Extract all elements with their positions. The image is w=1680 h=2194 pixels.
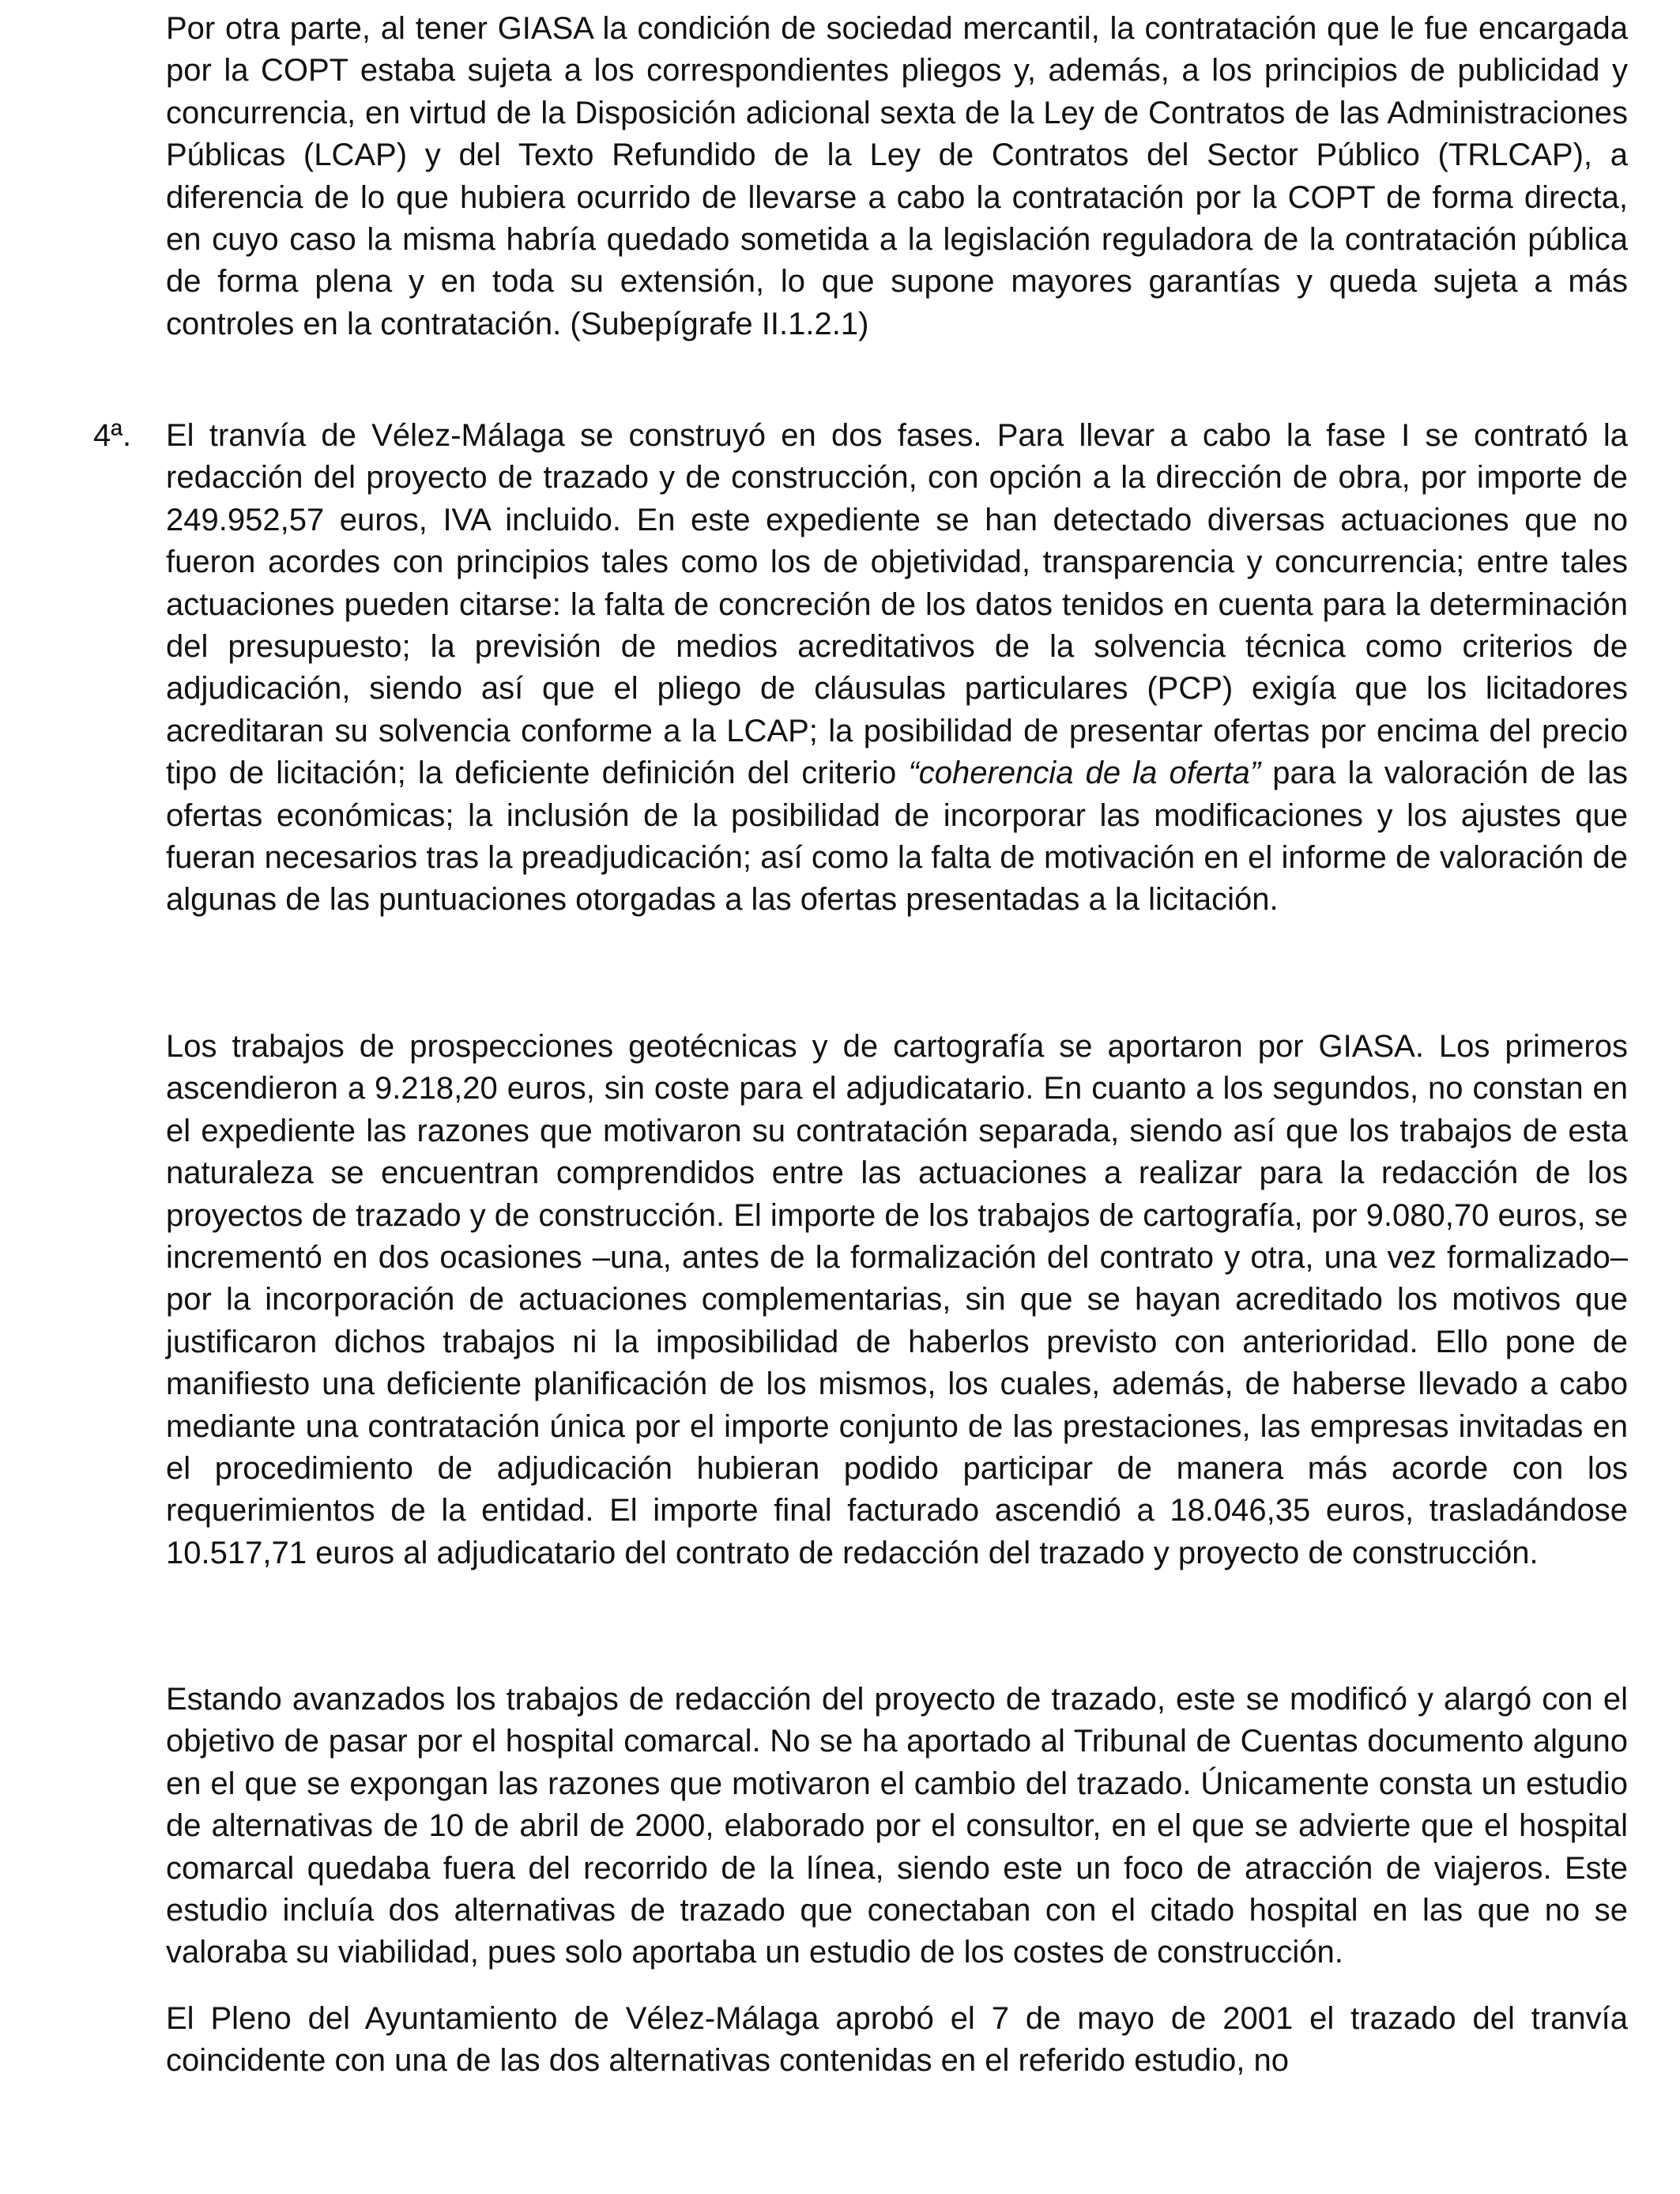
paragraph-text: Los trabajos de prospecciones geotécnicas y de cartografía se aportaron por GIASA. Los primeros ascendieron a 9.218,20 euros, sin coste para el adjudicatario. En cuanto a los segundos, no constan en el expediente las razones que motivaron su contratación separada, siendo así que los trabajos de esta naturaleza se encuentran comprendidos entre las actuaciones a realizar para la redacción de los proyectos de trazado y de construcción. El importe de los trabajos de cartografía, por 9.080,70 euros, se incrementó en dos ocasiones –una, antes de la formalización del contrato y otra, una vez formalizado– por la incorporación de actuaciones complementarias, sin que se hayan acreditado los motivos que justificaron dichos trabajos ni la imposibilidad de haberlos previsto con anterioridad. Ello pone de manifiesto una deficiente planificación de los mismos, los cuales, además, de haberse llevado a cabo mediante una contratación única por el importe conjunto de las prestaciones, las empresas invitadas en el procedimiento de adjudicación hubieran podido participar de manera más acorde con los requerimientos de la entidad. El importe final facturado ascendió a 18.046,35 euros, trasladándose 10.517,71 euros al adjudicatario del contrato de redacción del trazado y proyecto de construcción. bbox=[166, 1029, 1628, 1570]
paragraph-text: El Pleno del Ayuntamiento de Vélez-Málaga aprobó el 7 de mayo de 2001 el trazado del tranvía coincidente con una de las dos alternativas contenidas en el referido estudio, no bbox=[166, 2001, 1628, 2079]
paragraph-prospecciones-cartografia bbox=[166, 1026, 1628, 1574]
italic-quote: “coherencia de la oferta” bbox=[908, 756, 1261, 791]
conclusion-number: 4ª. bbox=[93, 418, 132, 453]
paragraph-text bbox=[166, 415, 1628, 922]
paragraph-tranvia-fase-i bbox=[166, 415, 1628, 922]
paragraph-pleno-ayuntamiento bbox=[166, 1998, 1628, 2083]
paragraph-text-part: El tranvía de Vélez-Málaga se construyó en dos fases. Para llevar a cabo la fase I se contrató la redacción del proyecto de trazado y de construcción, con opción a la dirección de obra, por importe de 249.952,57 euros, IVA incluido. En este expediente se han detectado diversas actuaciones que no fueron acordes con principios tales como los de objetividad, transparencia y concurrencia; entre tales actuaciones pueden citarse: la falta de concreción de los datos tenidos en cuenta para la determinación del presupuesto; la previsión de medios acreditativos de la solvencia técnica como criterios de adjudicación, siendo así que el pliego de cláusulas particulares (PCP) exigía que los licitadores acreditaran su solvencia conforme a la LCAP; la posibilidad de presentar ofertas por encima del precio tipo de licitación; la deficiente definición del criterio bbox=[166, 418, 1628, 791]
paragraph-text-part: para la valoración de las ofertas económicas; la inclusión de la posibilidad de incorporar las modificaciones y los ajustes que fueran necesarios tras la preadjudicación; así como la falta de motivación en el informe de valoración de algunas de las puntuaciones otorgadas a las ofertas presentadas a la licitación. bbox=[166, 756, 1628, 918]
paragraph-giasa-contratacion bbox=[166, 8, 1628, 345]
paragraph-text: Por otra parte, al tener GIASA la condición de sociedad mercantil, la contratación que le fue encargada por la COPT estaba sujeta a los correspondientes pliegos y, además, a los principios de publicidad y concurrencia, en virtud de la Disposición adicional sexta de la Ley de Contratos de las Administraciones Públicas (LCAP) y del Texto Refundido de la Ley de Contratos del Sector Público (TRLCAP), a diferencia de lo que hubiera ocurrido de llevarse a cabo la contratación por la COPT de forma directa, en cuyo caso la misma habría quedado sometida a la legislación reguladora de la contratación pública de forma plena y en toda su extensión, lo que supone mayores garantías y queda sujeta a más controles en la contratación. (Subepígrafe II.1.2.1) bbox=[166, 11, 1628, 341]
paragraph-modificacion-trazado bbox=[166, 1679, 1628, 1974]
paragraph-text: Estando avanzados los trabajos de redacción del proyecto de trazado, este se modificó y alargó con el objetivo de pasar por el hospital comarcal. No se ha aportado al Tribunal de Cuentas documento alguno en el que se expongan las razones que motivaron el cambio del trazado. Únicamente consta un estudio de alternativas de 10 de abril de 2000, elaborado por el consultor, en el que se advierte que el hospital comarcal quedaba fuera del recorrido de la línea, siendo este un foco de atracción de viajeros. Este estudio incluía dos alternativas de trazado que conectaban con el citado hospital en las que no se valoraba su viabilidad, pues solo aportaba un estudio de los costes de construcción. bbox=[166, 1682, 1628, 1970]
